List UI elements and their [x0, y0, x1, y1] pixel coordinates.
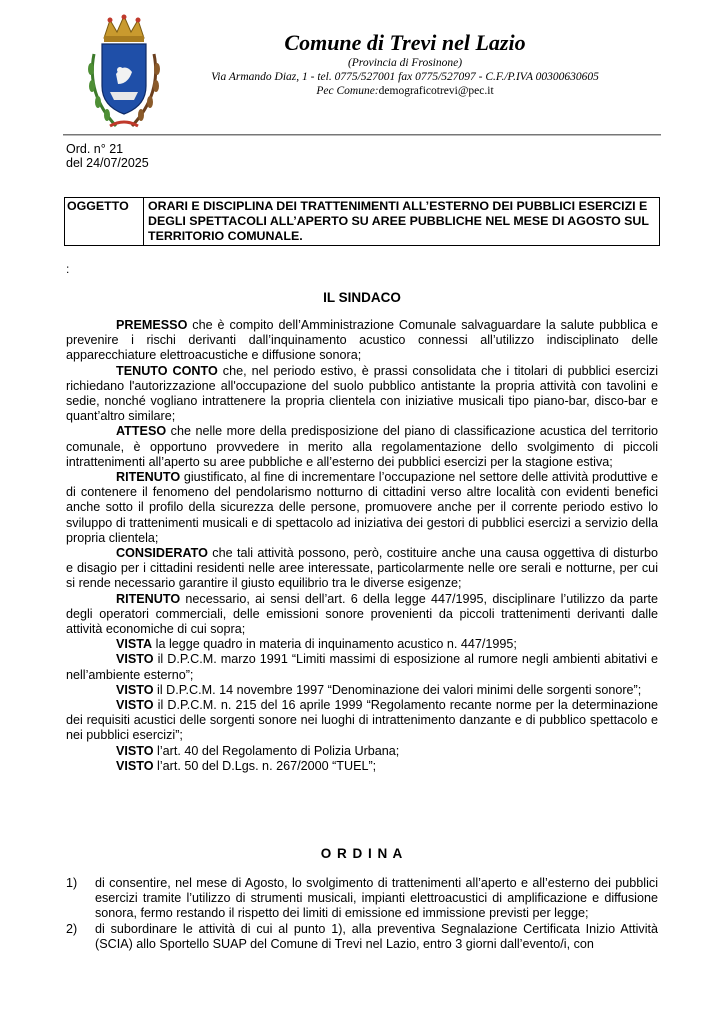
- orders-list: [66, 876, 658, 952]
- item-text: di consentire, nel mese di Agosto, lo svolgimento di trattenimenti all’aperto e all’esterno dei pubblici esercizi tramite l’utilizzo di strumenti musicali, impianti elettroacustici di amplificazione e diffusione sonora, fermo restando il rispetto dei limiti di emissione ed immissione previsti per legge;: [95, 876, 658, 921]
- ordinance-number: Ord. n° 21: [66, 142, 124, 156]
- subject-key: OGGETTO: [65, 198, 144, 245]
- paragraph: [66, 470, 658, 546]
- list-item: [66, 922, 658, 952]
- paragraph-text: il D.P.C.M. n. 215 del 16 aprile 1999 “Regolamento recante norme per la determinazione dei requisiti acustici delle sorgenti sonore nei luoghi di intrattenimento danzante e di pubblico spettacolo e nei pubblici esercizi”;: [66, 698, 658, 743]
- ordinance-date: del 24/07/2025: [66, 156, 149, 170]
- pec-label: Pec Comune:: [316, 85, 379, 97]
- paragraph: [66, 759, 658, 774]
- paragraph-lead: VISTO: [116, 698, 154, 713]
- paragraph-lead: TENUTO CONTO: [116, 363, 218, 378]
- paragraph-text: che nelle more della predisposizione del piano di classificazione acustica del territorio comunale, è opportuno provvedere in merito alla regolamentazione dello svolgimento di piccoli intrattenimenti all’aperto su aree pubbliche e all’esterno dei pubblici esercizi per la stagione estiva;: [66, 424, 658, 469]
- paragraph-lead: CONSIDERATO: [116, 546, 208, 561]
- paragraph-lead: VISTO: [116, 743, 154, 758]
- list-item: [66, 876, 658, 922]
- paragraph-text: l’art. 50 del D.Lgs. n. 267/2000 “TUEL”;: [153, 758, 377, 773]
- paragraph-text: necessario, ai sensi dell’art. 6 della legge 447/1995, disciplinare l’utilizzo da parte degli operatori commerciali, delle emissioni sonore provenienti da piccoli trattenimenti derivanti dalle attività economiche di cui sopra;: [66, 591, 658, 637]
- stray-colon: :: [66, 262, 70, 276]
- premises-body: [66, 318, 658, 774]
- paragraph-text: l’art. 40 del Regolamento di Polizia Urbana;: [153, 743, 400, 758]
- paragraph-text: che, nel periodo estivo, è prassi consolidata che i titolari di pubblici esercizi richiedano l'autorizzazione all'occupazione del suolo pubblico antistante la propria attività con tavolini e sedie, nonché vogliano intrattenere la propria clientela con iniziative musicali tipo piano-bar, disco-bar e quant’altro similare;: [66, 363, 658, 424]
- item-text: di subordinare le attività di cui al punto 1), alla preventiva Segnalazione Certificata Inizio Attività (SCIA) allo Sportello SUAP del Comune di Trevi nel Lazio, entro 3 giorni dall’evento/i, con: [95, 921, 658, 951]
- paragraph: [66, 318, 658, 364]
- paragraph: [66, 364, 658, 425]
- paragraph: [66, 592, 658, 638]
- paragraph: [66, 424, 658, 470]
- paragraph-lead: ATTESO: [116, 424, 167, 439]
- province: (Provincia di Frosinone): [347, 57, 463, 69]
- paragraph-text: che è compito dell’Amministrazione Comunale salvaguardare la salute pubblica e prevenire i rischi derivanti dall’inquinamento acustico connessi all’utilizzo indisciplinato delle apparecchiature elettroacustiche e diffusione sonora;: [66, 318, 658, 363]
- item-number: 1): [66, 876, 78, 890]
- paragraph-lead: VISTO: [116, 758, 154, 773]
- paragraph: [66, 744, 658, 759]
- paragraph-text: il D.P.C.M. marzo 1991 “Limiti massimi di esposizione al rumore negli ambienti abitativi e nell’ambiente esterno”;: [66, 652, 658, 682]
- paragraph-lead: VISTA: [116, 637, 153, 652]
- item-number: 2): [66, 921, 78, 936]
- paragraph: [66, 652, 658, 682]
- heading-ordina: O R D I N A: [320, 846, 404, 861]
- paragraph-lead: RITENUTO: [116, 591, 181, 606]
- paragraph-text: il D.P.C.M. 14 novembre 1997 “Denominazione dei valori minimi delle sorgenti sonore”;: [153, 682, 642, 697]
- address-line: Via Armando Diaz, 1 - tel. 0775/527001 fax 0775/527097 - C.F./P.IVA 00300630605: [211, 71, 599, 83]
- paragraph-lead: VISTO: [116, 652, 154, 667]
- paragraph-lead: VISTO: [116, 682, 154, 697]
- paragraph: [66, 698, 658, 744]
- subject-box: [64, 197, 660, 246]
- paragraph-text: la legge quadro in materia di inquinamento acustico n. 447/1995;: [152, 637, 517, 652]
- pec-address: demograficotrevi@pec.it: [378, 85, 494, 97]
- heading-il-sindaco: IL SINDACO: [323, 290, 401, 305]
- subject-text: ORARI E DISCIPLINA DEI TRATTENIMENTI ALL’ESTERNO DEI PUBBLICI ESERCIZI E DEGLI SPETTACOLI ALL’APERTO SU AREE PUBBLICHE NEL MESE DI AGOSTO SUL TERRITORIO COMUNALE.: [148, 199, 649, 243]
- paragraph: [66, 546, 658, 592]
- town-name: Comune di Trevi nel Lazio: [284, 30, 526, 55]
- paragraph-text: giustificato, al fine di incrementare l’occupazione nel settore delle attività produttive e di contenere il fenomeno del pendolarismo notturno di cittadini verso altre località con evidenti benefici anche sotto il profilo della sicurezza delle persone, promuovere anche per il corrente periodo estivo lo sviluppo di trattenimenti musicali e di spettacolo ad iniziativa dei gestori di pubblici esercizi a servizio della propria clientela;: [66, 470, 658, 545]
- paragraph: [66, 683, 658, 698]
- ordinance-ref: [66, 142, 149, 170]
- paragraph: [66, 637, 658, 652]
- municipal-crest-logo: [80, 14, 168, 136]
- paragraph-lead: PREMESSO: [116, 318, 188, 332]
- letterhead: [170, 30, 640, 98]
- paragraph-lead: RITENUTO: [116, 470, 181, 485]
- paragraph-text: che tali attività possono, però, costituire anche una causa oggettiva di disturbo e disagio per i cittadini residenti nelle aree interessate, particolarmente nelle ore serali e notturne, per cui si rende necessario garantire il giusto equilibrio tra le diverse esigenze;: [66, 546, 658, 591]
- header-divider: [63, 134, 661, 136]
- pec-line: [170, 84, 640, 98]
